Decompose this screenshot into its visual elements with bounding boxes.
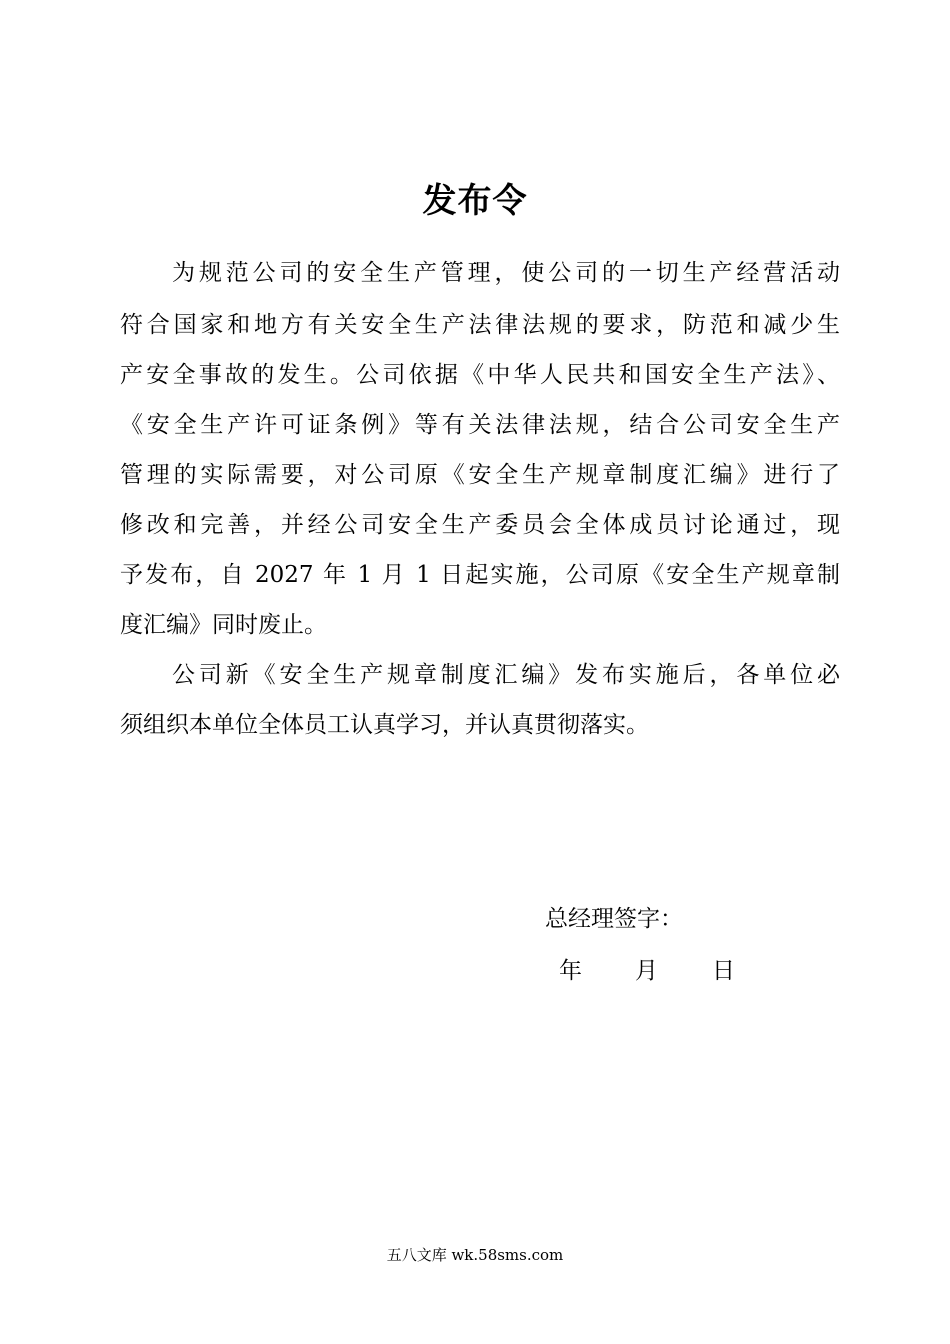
paragraph-line: 管理的实际需要，对公司原《安全生产规章制度汇编》进行了 bbox=[120, 462, 840, 488]
signature-label: 总经理签字： bbox=[545, 906, 683, 932]
paragraph-line: 须组织本单位全体员工认真学习，并认真贯彻落实。 bbox=[120, 712, 649, 738]
date-year-label: 年 bbox=[559, 958, 582, 984]
paragraph-line: 修改和完善，并经公司安全生产委员会全体成员讨论通过，现 bbox=[120, 512, 840, 538]
paragraph-line: 产安全事故的发生。公司依据《中华人民共和国安全生产法》、 bbox=[120, 362, 840, 388]
paragraph-line: 《安全生产许可证条例》等有关法律法规，结合公司安全生产 bbox=[120, 412, 840, 438]
date-month-label: 月 bbox=[635, 958, 658, 984]
date-day-label: 日 bbox=[712, 958, 735, 984]
paragraph-line: 度汇编》同时废止。 bbox=[120, 612, 327, 638]
footer-watermark: 五八文库 wk.58sms.com bbox=[386, 1246, 564, 1264]
paragraph-line: 公司新《安全生产规章制度汇编》发布实施后，各单位必 bbox=[172, 662, 840, 688]
page-title: 发布令 bbox=[422, 181, 528, 221]
paragraph-line: 予发布，自 2027 年 1 月 1 日起实施，公司原《安全生产规章制 bbox=[120, 562, 840, 588]
paragraph-line: 为规范公司的安全生产管理，使公司的一切生产经营活动 bbox=[172, 260, 840, 286]
paragraph-line: 符合国家和地方有关安全生产法律法规的要求，防范和减少生 bbox=[120, 312, 840, 338]
